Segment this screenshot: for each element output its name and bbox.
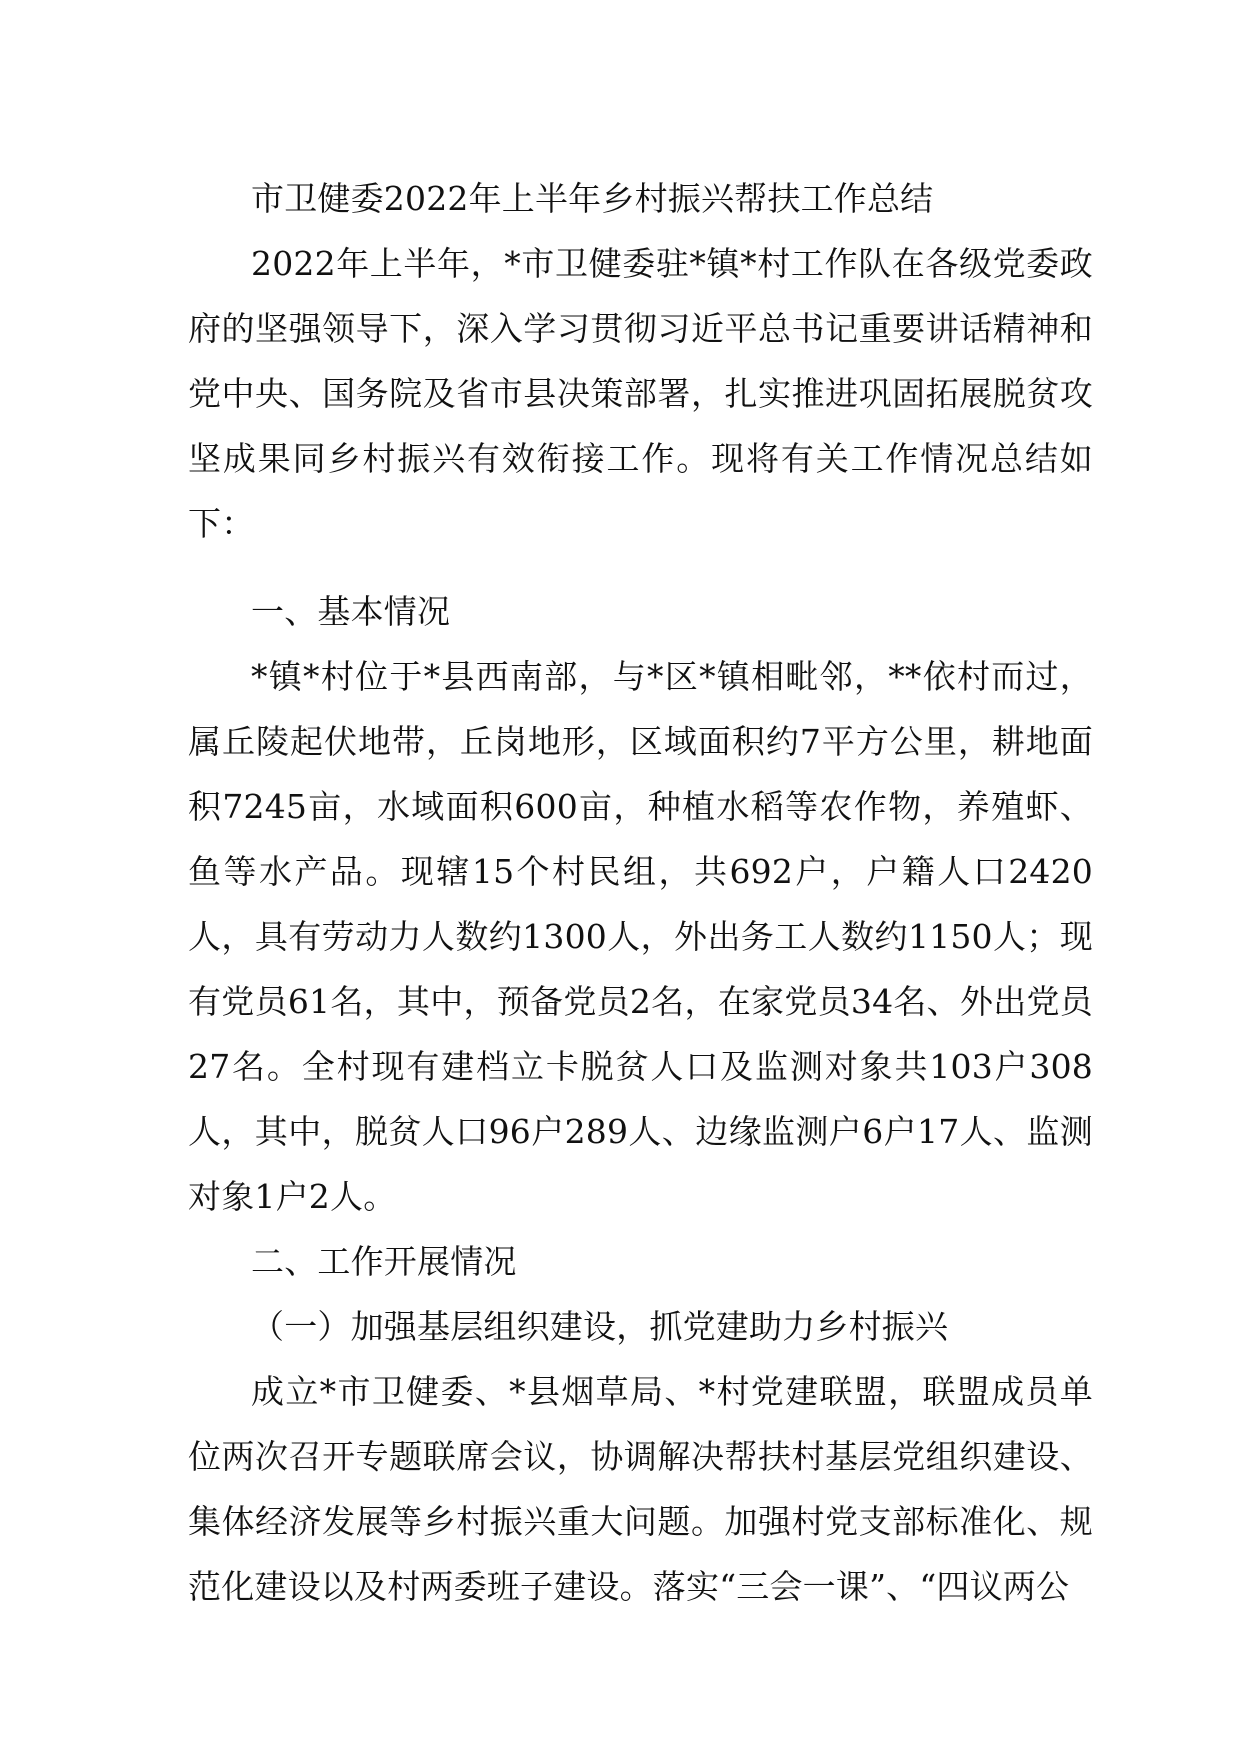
document-title: 市卫健委2022年上半年乡村振兴帮扶工作总结	[251, 179, 934, 218]
section-heading-work-progress: 二、工作开展情况	[251, 1242, 517, 1281]
subsection-heading-organization: （一）加强基层组织建设，抓党建助力乡村振兴	[251, 1307, 949, 1346]
organization-paragraph: 成立*市卫健委、*县烟草局、*村党建联盟，联盟成员单位两次召开专题联席会议，协调解决帮扶村基层党组织建设、集体经济发展等乡村振兴重大问题。加强村党支部标准化、规范化建设以及村两委班子建设。落实“三会一课”、“四议两公	[188, 1372, 1093, 1606]
section-heading-basic-situation: 一、基本情况	[251, 592, 451, 631]
basic-situation-paragraph: *镇*村位于*县西南部，与*区*镇相毗邻，**依村而过，属丘陵起伏地带，丘岗地形，区域面积约7平方公里，耕地面积7245亩，水域面积600亩，种植水稻等农作物，养殖虾、鱼等水产品。现辖15个村民组，共692户，户籍人口2420人，具有劳动力人数约1300人，外出务工人数约1150人；现有党员61名，其中，预备党员2名，在家党员34名、外出党员27名。全村现有建档立卡脱贫人口及监测对象共103户308人，其中，脱贫人口96户289人、边缘监测户6户17人、监测对象1户2人。	[188, 657, 1093, 1216]
intro-paragraph: 2022年上半年，*市卫健委驻*镇*村工作队在各级党委政府的坚强领导下，深入学习贯彻习近平总书记重要讲话精神和党中央、国务院及省市县决策部署，扎实推进巩固拓展脱贫攻坚成果同乡村振兴有效衔接工作。现将有关工作情况总结如下：	[188, 244, 1093, 543]
document-body	[188, 166, 1093, 1619]
